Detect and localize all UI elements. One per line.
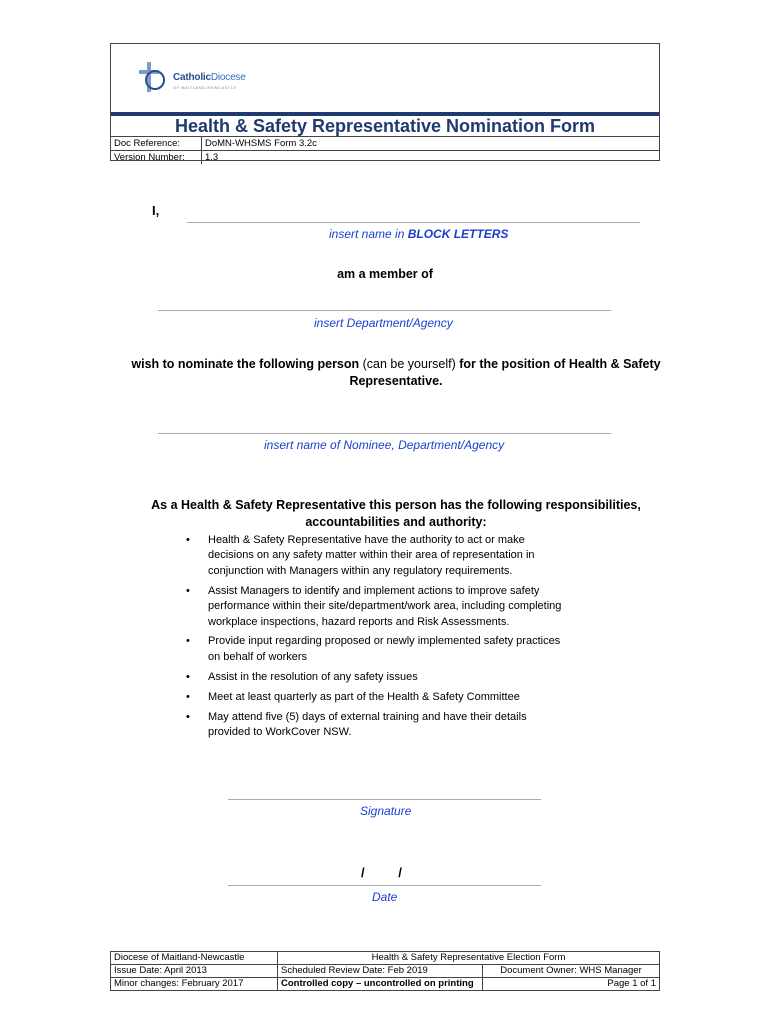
i-label: I, bbox=[152, 203, 160, 218]
list-item bbox=[168, 533, 568, 579]
signature-hint: Signature bbox=[360, 804, 412, 818]
bullet-icon: • bbox=[186, 635, 190, 648]
nominate-statement bbox=[110, 356, 682, 390]
name-hint-bold: BLOCK LETTERS bbox=[407, 227, 509, 241]
doc-reference-table bbox=[111, 136, 659, 164]
logo-main-text-2: Diocese bbox=[210, 72, 246, 83]
responsibility-text: Provide input regarding proposed or newly implemented safety practices on behalf of workers bbox=[208, 635, 561, 663]
date-input-line[interactable] bbox=[228, 885, 541, 886]
document-footer bbox=[110, 951, 660, 991]
name-hint-prefix: insert name in bbox=[329, 227, 408, 241]
doc-reference-label: Doc Reference: bbox=[111, 137, 202, 151]
department-input-line[interactable] bbox=[158, 310, 611, 311]
name-hint bbox=[329, 227, 508, 241]
diocese-logo bbox=[133, 58, 246, 98]
list-item bbox=[168, 634, 568, 665]
form-title: Health & Safety Representative Nomination Form bbox=[174, 116, 596, 136]
logo-main-text: Catholic bbox=[173, 72, 211, 83]
responsibilities-heading: As a Health & Safety Representative this person has the following responsibilities, accountabilities and authority: bbox=[151, 498, 641, 529]
document-header bbox=[110, 43, 660, 161]
nominee-hint: insert name of Nominee, Department/Agency bbox=[264, 438, 505, 452]
footer-form-name: Health & Safety Representative Election Form bbox=[278, 952, 660, 965]
list-item bbox=[168, 710, 568, 741]
responsibility-text: Assist in the resolution of any safety issues bbox=[208, 670, 418, 683]
nominate-part-1: wish to nominate the following person bbox=[131, 357, 360, 371]
table-row bbox=[111, 137, 659, 151]
form-title-bar bbox=[111, 112, 659, 136]
nominate-part-2: (can be yourself) bbox=[359, 357, 460, 371]
responsibilities-list bbox=[168, 533, 568, 745]
list-item bbox=[168, 670, 568, 685]
footer-issue-date: Issue Date: April 2013 bbox=[111, 965, 278, 978]
list-item bbox=[168, 584, 568, 630]
table-row bbox=[111, 965, 660, 978]
bullet-icon: • bbox=[186, 584, 190, 597]
member-label: am a member of bbox=[337, 267, 433, 281]
footer-review-date: Scheduled Review Date: Feb 2019 bbox=[278, 965, 483, 978]
cross-icon bbox=[133, 58, 173, 98]
footer-owner: Document Owner: WHS Manager bbox=[483, 965, 660, 978]
date-slashes: / / bbox=[361, 865, 402, 880]
responsibility-text: Meet at least quarterly as part of the Health & Safety Committee bbox=[208, 690, 520, 703]
list-item bbox=[168, 690, 568, 705]
nominee-input-line[interactable] bbox=[158, 433, 611, 434]
responsibility-text: Health & Safety Representative have the authority to act or make decisions on any safety matter within their area of representation in conjunction with Managers within any regulatory requirements. bbox=[208, 534, 535, 577]
department-hint: insert Department/Agency bbox=[314, 316, 453, 330]
doc-reference-value: DoMN-WHSMS Form 3.2c bbox=[202, 137, 660, 151]
bullet-icon: • bbox=[186, 670, 190, 683]
signature-input-line[interactable] bbox=[228, 799, 541, 800]
footer-minor-changes: Minor changes: February 2017 bbox=[111, 978, 278, 991]
version-number-value: 1.3 bbox=[202, 151, 660, 165]
name-input-line[interactable] bbox=[187, 222, 640, 223]
table-row bbox=[111, 151, 659, 165]
date-hint: Date bbox=[372, 890, 398, 904]
nominate-part-3: for the position of Health & Safety Representative. bbox=[349, 357, 661, 388]
table-row bbox=[111, 952, 660, 965]
bullet-icon: • bbox=[186, 710, 190, 723]
responsibility-text: Assist Managers to identify and implement actions to improve safety performance within their site/department/work area, including completing workplace inspections, hazard reports and Risk Assessments. bbox=[208, 584, 562, 628]
footer-controlled-copy: Controlled copy – uncontrolled on printing bbox=[278, 978, 483, 991]
bullet-icon: • bbox=[186, 690, 190, 703]
bullet-icon: • bbox=[186, 534, 190, 546]
footer-org: Diocese of Maitland-Newcastle bbox=[111, 952, 278, 965]
footer-page-number: Page 1 of 1 bbox=[483, 978, 660, 991]
version-number-label: Version Number: bbox=[111, 151, 202, 165]
table-row bbox=[111, 978, 660, 991]
logo-subtitle: OF MAITLAND-NEWCASTLE bbox=[173, 85, 237, 90]
responsibility-text: May attend five (5) days of external training and have their details provided to WorkCover NSW. bbox=[208, 710, 527, 738]
